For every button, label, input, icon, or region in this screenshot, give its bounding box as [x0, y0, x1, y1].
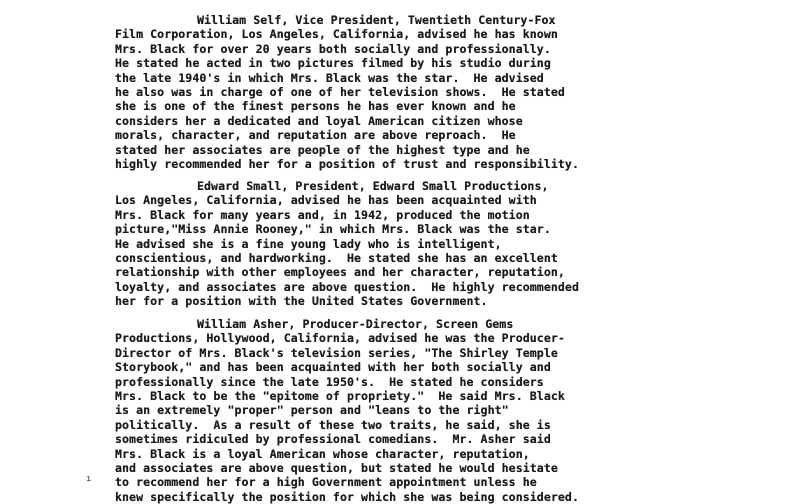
paragraph-william-self [115, 13, 579, 171]
text-line: Director of Mrs. Black's television series, "The Shirley Temple [115, 345, 558, 360]
text-line: Los Angeles, California, advised he has been acquainted with [115, 193, 537, 208]
text-line: He advised she is a fine young lady who is intelligent, [115, 236, 502, 251]
text-line: Productions, Hollywood, California, advised he was the Producer- [115, 331, 565, 346]
text-line: and associates are above question, but stated he would hesitate [115, 461, 558, 476]
text-line: Edward Small, President, Edward Small Productions, [197, 179, 549, 193]
text-line: the late 1940's in which Mrs. Black was the star. He advised [115, 70, 544, 85]
text-line: loyalty, and associates are above question. He highly recommended [115, 279, 579, 294]
text-line: knew specifically the position for which she was being considered. [115, 489, 579, 504]
stray-mark: ı [86, 474, 92, 484]
text-line: Mrs. Black for over 20 years both socially and professionally. [115, 41, 551, 56]
text-line: her for a position with the United States Government. [115, 294, 488, 309]
paragraph-william-asher [115, 317, 579, 504]
text-line: he also was in charge of one of her television shows. He stated [115, 85, 565, 100]
text-line: Mrs. Black for many years and, in 1942, produced the motion [115, 207, 530, 222]
text-line: Film Corporation, Los Angeles, California, advised he has known [115, 27, 558, 42]
paragraph-edward-small [115, 179, 579, 309]
text-line: picture,"Miss Annie Rooney," in which Mrs. Black was the star. [115, 222, 551, 237]
text-line: professionally since the late 1950's. He stated he considers [115, 374, 544, 389]
text-line: conscientious, and hardworking. He stated she has an excellent [115, 251, 558, 266]
text-line: Storybook," and has been acquainted with her both socially and [115, 360, 551, 375]
text-line: is an extremely "proper" person and "leans to the right" [115, 403, 509, 418]
text-line: Mrs. Black to be the "epitome of propriety." He said Mrs. Black [115, 389, 565, 404]
text-line: politically. As a result of these two traits, he said, she is [115, 417, 551, 432]
text-line: Mrs. Black is a loyal American whose character, reputation, [115, 446, 530, 461]
text-line: He stated he acted in two pictures filmed by his studio during [115, 56, 551, 71]
text-line: relationship with other employees and her character, reputation, [115, 265, 565, 280]
text-line: William Asher, Producer-Director, Screen Gems [197, 317, 514, 331]
text-line: stated her associates are people of the highest type and he [115, 142, 530, 157]
text-line: highly recommended her for a position of trust and responsibility. [115, 157, 579, 172]
text-line: William Self, Vice President, Twentieth Century-Fox [197, 13, 556, 27]
text-line: she is one of the finest persons he has ever known and he [115, 99, 516, 114]
text-line: morals, character, and reputation are above reproach. He [115, 128, 516, 143]
text-line: sometimes ridiculed by professional comedians. Mr. Asher said [115, 432, 551, 447]
text-line: considers her a dedicated and loyal American citizen whose [115, 113, 523, 128]
text-line: to recommend her for a high Government appointment unless he [115, 475, 537, 490]
